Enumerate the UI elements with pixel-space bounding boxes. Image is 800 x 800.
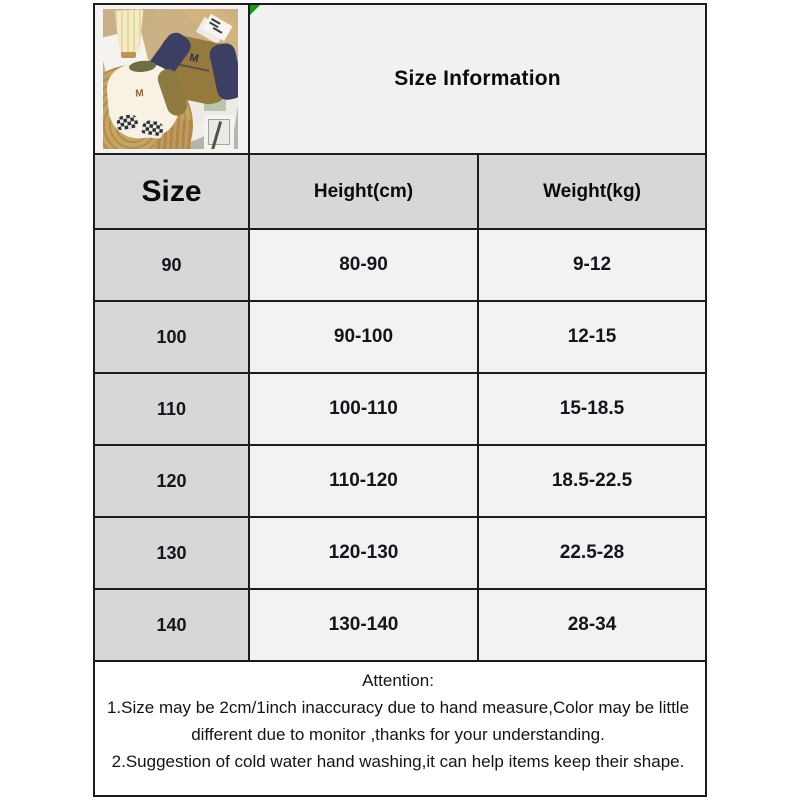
weight-cell: 18.5-22.5 (478, 445, 706, 517)
checkered-baby-shoe (141, 120, 164, 140)
header-row (94, 154, 706, 229)
column-header-size: Size (94, 154, 249, 229)
size-cell: 100 (94, 301, 249, 373)
column-header-weight: Weight(kg) (478, 154, 706, 229)
height-cell: 100-110 (249, 373, 478, 445)
weight-cell: 15-18.5 (478, 373, 706, 445)
size-cell: 110 (94, 373, 249, 445)
table-row (94, 589, 706, 661)
height-cell: 130-140 (249, 589, 478, 661)
size-cell: 120 (94, 445, 249, 517)
column-header-height: Height(cm) (249, 154, 478, 229)
m-logo: M (188, 51, 200, 66)
attention-heading: Attention: (362, 671, 434, 690)
attention-item-2: 2.Suggestion of cold water hand washing,it can help items keep their shape. (111, 752, 685, 771)
height-cell: 80-90 (249, 229, 478, 301)
lamp-base (121, 52, 136, 58)
attention-row (94, 661, 706, 796)
table-row (94, 229, 706, 301)
weight-cell: 12-15 (478, 301, 706, 373)
navy-sleeve (208, 41, 238, 101)
height-cell: 90-100 (249, 301, 478, 373)
size-table (93, 3, 707, 797)
size-cell: 130 (94, 517, 249, 589)
table-row (94, 301, 706, 373)
table-row (94, 373, 706, 445)
title-cell (249, 4, 706, 154)
table-row (94, 517, 706, 589)
cell-corner-flag-icon (250, 5, 260, 15)
page-title: Size Information (394, 67, 561, 90)
weight-cell: 22.5-28 (478, 517, 706, 589)
weight-cell: 9-12 (478, 229, 706, 301)
photo-title-row (94, 4, 706, 154)
size-cell: 140 (94, 589, 249, 661)
attention-note (94, 661, 706, 796)
table-row (94, 445, 706, 517)
height-cell: 110-120 (249, 445, 478, 517)
size-cell: 90 (94, 229, 249, 301)
weight-cell: 28-34 (478, 589, 706, 661)
photo-cell (94, 4, 249, 154)
height-cell: 120-130 (249, 517, 478, 589)
attention-item-1: 1.Size may be 2cm/1inch inaccuracy due to hand measure,Color may be little different due to monitor ,thanks for your understanding. (106, 698, 690, 744)
product-photo (103, 9, 238, 149)
m-logo: M (134, 87, 145, 100)
